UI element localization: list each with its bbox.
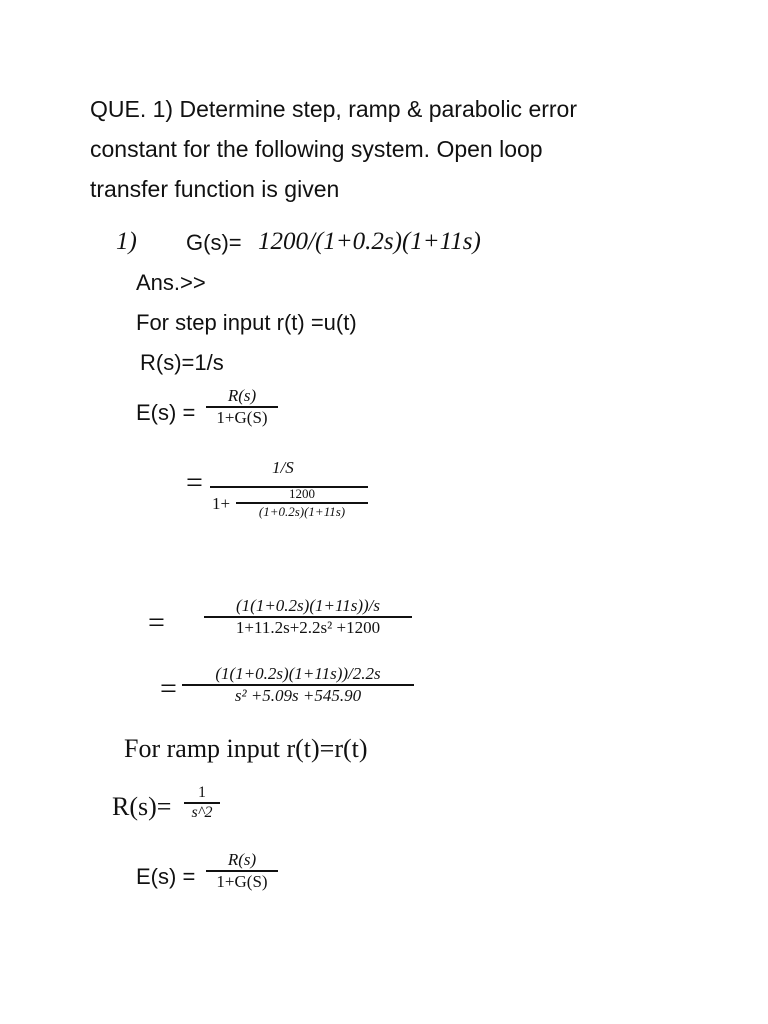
equals-sign-1: = xyxy=(186,466,203,499)
eq1-inner-fraction xyxy=(236,486,368,520)
problem-number: 1) xyxy=(116,228,137,255)
eq3-fraction xyxy=(182,664,414,706)
error-numerator-2: R(s) xyxy=(227,850,257,869)
ramp-input-heading: For ramp input r(t)=r(t) xyxy=(124,734,368,763)
step-input-laplace: R(s)=1/s xyxy=(140,350,224,375)
transfer-function-label: G(s)= xyxy=(186,230,242,255)
question-line-2: constant for the following system. Open loop xyxy=(90,136,543,162)
transfer-function-expression: 1200/(1+0.2s)(1+11s) xyxy=(258,228,481,255)
eq3-numerator: (1(1+0.2s)(1+11s))/2.2s xyxy=(215,664,381,683)
error-denominator-2: 1+G(S) xyxy=(216,871,268,891)
question-line-1: QUE. 1) Determine step, ramp & parabolic error xyxy=(90,96,578,122)
eq1-denominator-prefix: 1+ xyxy=(212,494,231,513)
answer-label: Ans.>> xyxy=(136,270,206,295)
equals-sign-2: = xyxy=(148,606,165,639)
error-fraction-2 xyxy=(206,850,278,892)
eq2-denominator: 1+11.2s+2.2s² +1200 xyxy=(235,617,381,637)
step-input-heading: For step input r(t) =u(t) xyxy=(136,310,357,335)
equals-sign-3: = xyxy=(160,672,177,705)
ramp-laplace-label: R(s)= xyxy=(112,792,172,821)
eq1-numerator: 1/S xyxy=(272,458,294,477)
ramp-laplace-fraction xyxy=(184,784,220,822)
error-fraction xyxy=(206,386,278,428)
eq2-numerator: (1(1+0.2s)(1+11s))/s xyxy=(236,596,380,615)
error-label-2: E(s) = xyxy=(136,864,196,889)
ramp-laplace-numerator: 1 xyxy=(198,784,206,801)
error-numerator: R(s) xyxy=(227,386,257,405)
eq1-inner-numerator: 1200 xyxy=(289,486,315,501)
eq1-inner-denominator: (1+0.2s)(1+11s) xyxy=(258,503,346,519)
error-denominator: 1+G(S) xyxy=(216,407,268,427)
error-label: E(s) = xyxy=(136,400,196,425)
eq2-fraction xyxy=(204,596,412,638)
question-line-3: transfer function is given xyxy=(90,176,340,202)
ramp-laplace-denominator: s^2 xyxy=(191,803,213,821)
eq3-denominator: s² +5.09s +545.90 xyxy=(234,685,362,705)
